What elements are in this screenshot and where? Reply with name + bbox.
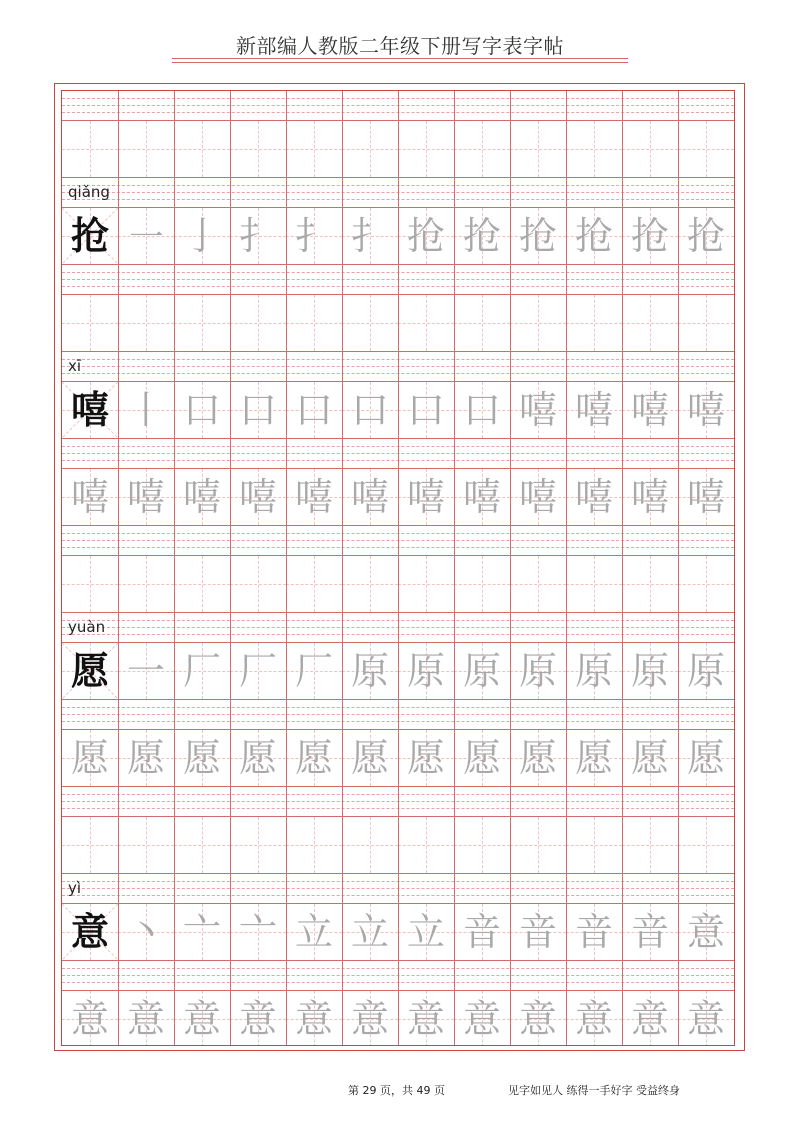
practice-cell[interactable]	[342, 469, 398, 525]
practice-cell[interactable]	[230, 556, 286, 612]
practice-cell[interactable]	[678, 295, 734, 351]
trace-character: 扌	[294, 214, 333, 258]
practice-cell[interactable]	[398, 556, 454, 612]
model-character: 愿	[70, 648, 109, 693]
practice-cell[interactable]	[342, 817, 398, 873]
practice-cell[interactable]	[622, 208, 678, 264]
practice-cell[interactable]	[174, 730, 230, 786]
cell-guide-horizontal	[566, 845, 622, 846]
practice-grid	[61, 90, 735, 1046]
trace-character: 嘻	[518, 475, 557, 519]
practice-cell[interactable]	[342, 643, 398, 699]
practice-cell[interactable]	[230, 991, 286, 1046]
column-divider	[566, 91, 567, 1046]
practice-cell[interactable]	[230, 904, 286, 960]
practice-cell[interactable]	[286, 208, 342, 264]
trace-character: 嘻	[406, 475, 445, 519]
cell-guide-horizontal	[286, 584, 342, 585]
trace-character: 意	[350, 997, 389, 1041]
trace-character: 原	[686, 649, 725, 693]
cell-guide-horizontal	[286, 149, 342, 150]
practice-cell[interactable]	[342, 295, 398, 351]
cell-guide-horizontal	[622, 845, 678, 846]
cell-guide-horizontal	[174, 149, 230, 150]
cell-guide-horizontal	[286, 845, 342, 846]
practice-cell[interactable]	[622, 469, 678, 525]
pinyin-label: qiǎng	[68, 183, 110, 201]
practice-cell[interactable]	[454, 121, 510, 177]
practice-cell[interactable]	[510, 904, 566, 960]
practice-cell[interactable]	[622, 817, 678, 873]
trace-character: 音	[518, 910, 557, 954]
cell-guide-horizontal	[678, 584, 734, 585]
cell-guide-horizontal	[566, 584, 622, 585]
trace-character: 原	[350, 649, 389, 693]
practice-cell[interactable]	[118, 556, 174, 612]
practice-cell[interactable]	[622, 295, 678, 351]
cell-guide-horizontal	[62, 845, 118, 846]
cell-guide-horizontal	[678, 149, 734, 150]
column-divider	[398, 91, 399, 1046]
practice-cell[interactable]	[398, 295, 454, 351]
practice-cell[interactable]	[566, 121, 622, 177]
practice-cell[interactable]	[118, 991, 174, 1046]
practice-cell[interactable]	[286, 817, 342, 873]
trace-character: 原	[406, 649, 445, 693]
practice-cell[interactable]	[342, 382, 398, 438]
practice-cell[interactable]	[678, 817, 734, 873]
model-character: 嘻	[70, 387, 109, 432]
page-title: 新部编人教版二年级下册写字表字帖	[236, 34, 564, 58]
practice-cell[interactable]	[230, 382, 286, 438]
trace-character: 嘻	[182, 475, 221, 519]
practice-cell[interactable]	[62, 208, 118, 264]
practice-cell[interactable]	[566, 817, 622, 873]
practice-cell[interactable]	[62, 730, 118, 786]
cell-guide-horizontal	[678, 323, 734, 324]
trace-character: 口	[238, 388, 277, 432]
title-underline	[172, 58, 628, 59]
cell-guide-horizontal	[174, 845, 230, 846]
cell-guide-horizontal	[62, 584, 118, 585]
column-divider	[230, 91, 231, 1046]
practice-cell[interactable]	[566, 469, 622, 525]
practice-cell[interactable]	[398, 991, 454, 1046]
model-character: 抢	[70, 213, 109, 258]
trace-character: 嘻	[686, 475, 725, 519]
practice-cell[interactable]	[398, 382, 454, 438]
practice-cell[interactable]	[174, 556, 230, 612]
practice-cell[interactable]	[118, 904, 174, 960]
trace-character: 原	[630, 649, 669, 693]
practice-cell[interactable]	[286, 121, 342, 177]
practice-cell[interactable]	[678, 904, 734, 960]
practice-cell[interactable]	[174, 817, 230, 873]
practice-cell[interactable]	[118, 382, 174, 438]
practice-cell[interactable]	[566, 382, 622, 438]
cell-guide-horizontal	[510, 149, 566, 150]
trace-character: 愿	[126, 736, 165, 780]
practice-cell[interactable]	[398, 469, 454, 525]
trace-character: 嘻	[574, 475, 613, 519]
practice-cell[interactable]	[454, 817, 510, 873]
practice-cell[interactable]	[454, 643, 510, 699]
practice-cell[interactable]	[398, 208, 454, 264]
trace-character: 原	[518, 649, 557, 693]
cell-guide-horizontal	[342, 584, 398, 585]
trace-character: 愿	[350, 736, 389, 780]
practice-cell[interactable]	[678, 121, 734, 177]
trace-character: 抢	[406, 214, 445, 258]
practice-cell[interactable]	[510, 469, 566, 525]
trace-character: 嘻	[294, 475, 333, 519]
trace-character: 亠	[238, 910, 277, 954]
practice-cell[interactable]	[454, 556, 510, 612]
practice-cell[interactable]	[678, 208, 734, 264]
cell-guide-horizontal	[230, 845, 286, 846]
trace-character: 厂	[294, 649, 333, 693]
trace-character: 抢	[630, 214, 669, 258]
title-underline-2	[172, 62, 628, 63]
trace-character: 意	[518, 997, 557, 1041]
practice-cell[interactable]	[174, 121, 230, 177]
practice-cell[interactable]	[678, 991, 734, 1046]
practice-cell[interactable]	[174, 295, 230, 351]
column-divider	[174, 91, 175, 1046]
pinyin-label: yuàn	[68, 618, 106, 636]
cell-guide-horizontal	[398, 323, 454, 324]
practice-cell[interactable]	[622, 556, 678, 612]
practice-cell[interactable]	[230, 121, 286, 177]
practice-cell[interactable]	[678, 730, 734, 786]
trace-character: 意	[294, 997, 333, 1041]
practice-cell[interactable]	[342, 556, 398, 612]
trace-character: 丨	[126, 388, 165, 432]
practice-cell[interactable]	[454, 904, 510, 960]
trace-character: 口	[182, 388, 221, 432]
trace-character: 意	[462, 997, 501, 1041]
cell-guide-horizontal	[342, 323, 398, 324]
practice-cell[interactable]	[286, 991, 342, 1046]
pinyin-label: xī	[68, 357, 82, 375]
practice-cell[interactable]	[622, 730, 678, 786]
practice-cell[interactable]	[510, 382, 566, 438]
trace-character: 亅	[182, 214, 221, 258]
cell-guide-horizontal	[342, 845, 398, 846]
column-divider	[622, 91, 623, 1046]
trace-character: 丶	[126, 910, 165, 954]
practice-cell[interactable]	[62, 904, 118, 960]
cell-guide-horizontal	[622, 323, 678, 324]
practice-cell[interactable]	[566, 556, 622, 612]
cell-guide-horizontal	[454, 584, 510, 585]
cell-guide-horizontal	[62, 323, 118, 324]
trace-character: 口	[406, 388, 445, 432]
practice-cell[interactable]	[510, 556, 566, 612]
trace-character: 立	[294, 910, 333, 954]
trace-character: 嘻	[630, 388, 669, 432]
practice-cell[interactable]	[622, 904, 678, 960]
trace-character: 嘻	[350, 475, 389, 519]
trace-character: 愿	[182, 736, 221, 780]
trace-character: 意	[406, 997, 445, 1041]
trace-character: 意	[686, 910, 725, 954]
trace-character: 意	[630, 997, 669, 1041]
cell-guide-horizontal	[118, 149, 174, 150]
practice-cell[interactable]	[398, 643, 454, 699]
trace-character: 原	[462, 649, 501, 693]
practice-cell[interactable]	[174, 469, 230, 525]
practice-cell[interactable]	[286, 295, 342, 351]
cell-guide-horizontal	[510, 323, 566, 324]
practice-cell[interactable]	[62, 991, 118, 1046]
trace-character: 厂	[182, 649, 221, 693]
trace-character: 嘻	[462, 475, 501, 519]
practice-cell[interactable]	[286, 556, 342, 612]
practice-cell[interactable]	[566, 295, 622, 351]
practice-cell[interactable]	[622, 121, 678, 177]
practice-cell[interactable]	[230, 643, 286, 699]
practice-cell[interactable]	[174, 643, 230, 699]
practice-cell[interactable]	[174, 382, 230, 438]
practice-cell[interactable]	[510, 208, 566, 264]
practice-cell[interactable]	[566, 643, 622, 699]
practice-cell[interactable]	[118, 121, 174, 177]
practice-cell[interactable]	[342, 991, 398, 1046]
practice-cell[interactable]	[342, 730, 398, 786]
practice-cell[interactable]	[118, 469, 174, 525]
trace-character: 抢	[574, 214, 613, 258]
trace-character: 意	[238, 997, 277, 1041]
practice-cell[interactable]	[454, 295, 510, 351]
trace-character: 嘻	[518, 388, 557, 432]
column-divider	[510, 91, 511, 1046]
cell-guide-horizontal	[342, 149, 398, 150]
practice-cell[interactable]	[118, 817, 174, 873]
cell-guide-horizontal	[454, 323, 510, 324]
trace-character: 愿	[574, 736, 613, 780]
cell-guide-horizontal	[510, 584, 566, 585]
practice-cell[interactable]	[62, 469, 118, 525]
practice-cell[interactable]	[230, 817, 286, 873]
cell-guide-horizontal	[510, 845, 566, 846]
trace-character: 意	[686, 997, 725, 1041]
cell-guide-horizontal	[398, 149, 454, 150]
trace-character: 音	[630, 910, 669, 954]
cell-guide-horizontal	[398, 584, 454, 585]
practice-cell[interactable]	[510, 817, 566, 873]
practice-cell[interactable]	[510, 295, 566, 351]
trace-character: ㇐	[126, 214, 165, 258]
practice-cell[interactable]	[566, 904, 622, 960]
practice-cell[interactable]	[286, 382, 342, 438]
trace-character: 口	[294, 388, 333, 432]
practice-cell[interactable]	[454, 730, 510, 786]
practice-cell[interactable]	[342, 121, 398, 177]
practice-cell[interactable]	[174, 991, 230, 1046]
practice-cell[interactable]	[286, 904, 342, 960]
trace-character: 愿	[462, 736, 501, 780]
cell-guide-horizontal	[174, 584, 230, 585]
practice-cell[interactable]	[566, 730, 622, 786]
practice-cell[interactable]	[622, 643, 678, 699]
column-divider	[454, 91, 455, 1046]
trace-character: 扌	[238, 214, 277, 258]
practice-cell[interactable]	[510, 730, 566, 786]
page-number: 第 29 页，共 49 页	[348, 1084, 445, 1097]
trace-character: 愿	[294, 736, 333, 780]
practice-cell[interactable]	[454, 382, 510, 438]
column-divider	[286, 91, 287, 1046]
cell-guide-horizontal	[118, 584, 174, 585]
cell-guide-horizontal	[118, 845, 174, 846]
cell-guide-horizontal	[566, 323, 622, 324]
model-character: 意	[70, 909, 109, 954]
practice-cell[interactable]	[118, 208, 174, 264]
cell-guide-horizontal	[454, 149, 510, 150]
trace-character: 立	[350, 910, 389, 954]
practice-cell[interactable]	[286, 730, 342, 786]
cell-guide-horizontal	[622, 149, 678, 150]
trace-character: 意	[126, 997, 165, 1041]
cell-guide-horizontal	[62, 149, 118, 150]
practice-cell[interactable]	[398, 817, 454, 873]
trace-character: 愿	[406, 736, 445, 780]
cell-guide-horizontal	[398, 845, 454, 846]
column-divider	[118, 91, 119, 1046]
trace-character: 嘻	[70, 475, 109, 519]
practice-cell[interactable]	[174, 208, 230, 264]
trace-character: 意	[70, 997, 109, 1041]
practice-cell[interactable]	[398, 730, 454, 786]
practice-cell[interactable]	[678, 469, 734, 525]
cell-guide-horizontal	[230, 584, 286, 585]
practice-cell[interactable]	[678, 643, 734, 699]
cell-guide-horizontal	[566, 149, 622, 150]
cell-guide-horizontal	[622, 584, 678, 585]
trace-character: 音	[574, 910, 613, 954]
trace-character: 愿	[238, 736, 277, 780]
cell-guide-horizontal	[230, 323, 286, 324]
practice-cell[interactable]	[510, 643, 566, 699]
practice-cell[interactable]	[398, 121, 454, 177]
trace-character: 抢	[462, 214, 501, 258]
practice-cell[interactable]	[62, 121, 118, 177]
practice-cell[interactable]	[62, 295, 118, 351]
practice-cell[interactable]	[398, 904, 454, 960]
practice-cell[interactable]	[342, 904, 398, 960]
trace-character: 嘻	[238, 475, 277, 519]
practice-cell[interactable]	[454, 469, 510, 525]
practice-cell[interactable]	[174, 904, 230, 960]
practice-cell[interactable]	[678, 382, 734, 438]
practice-cell[interactable]	[678, 556, 734, 612]
trace-character: 口	[462, 388, 501, 432]
cell-guide-horizontal	[286, 323, 342, 324]
column-divider	[678, 91, 679, 1046]
column-divider	[342, 91, 343, 1046]
practice-cell[interactable]	[566, 208, 622, 264]
trace-character: 嘻	[126, 475, 165, 519]
practice-cell[interactable]	[510, 121, 566, 177]
trace-character: 愿	[686, 736, 725, 780]
cell-guide-horizontal	[678, 845, 734, 846]
trace-character: 嘻	[630, 475, 669, 519]
practice-cell[interactable]	[230, 730, 286, 786]
trace-character: 扌	[350, 214, 389, 258]
practice-cell[interactable]	[286, 469, 342, 525]
cell-guide-horizontal	[454, 845, 510, 846]
trace-character: 原	[574, 649, 613, 693]
practice-cell[interactable]	[342, 208, 398, 264]
practice-cell[interactable]	[230, 208, 286, 264]
practice-cell[interactable]	[230, 469, 286, 525]
practice-cell[interactable]	[454, 208, 510, 264]
practice-cell[interactable]	[622, 991, 678, 1046]
trace-character: 意	[182, 997, 221, 1041]
trace-character: 一	[126, 649, 165, 693]
cell-guide-horizontal	[118, 323, 174, 324]
cell-guide-horizontal	[230, 149, 286, 150]
cell-guide-horizontal	[174, 323, 230, 324]
practice-cell[interactable]	[566, 991, 622, 1046]
trace-character: 愿	[518, 736, 557, 780]
practice-cell[interactable]	[118, 295, 174, 351]
trace-character: 意	[574, 997, 613, 1041]
practice-cell[interactable]	[62, 382, 118, 438]
practice-cell[interactable]	[510, 991, 566, 1046]
trace-character: 厂	[238, 649, 277, 693]
trace-character: 亠	[182, 910, 221, 954]
practice-cell[interactable]	[286, 643, 342, 699]
practice-cell[interactable]	[622, 382, 678, 438]
trace-character: 抢	[686, 214, 725, 258]
practice-cell[interactable]	[118, 730, 174, 786]
trace-character: 立	[406, 910, 445, 954]
trace-character: 嘻	[574, 388, 613, 432]
practice-cell[interactable]	[118, 643, 174, 699]
footer-motto: 见字如见人 练得一手好字 受益终身	[508, 1084, 680, 1097]
practice-cell[interactable]	[62, 817, 118, 873]
trace-character: 嘻	[686, 388, 725, 432]
trace-character: 音	[462, 910, 501, 954]
practice-cell[interactable]	[62, 643, 118, 699]
practice-cell[interactable]	[454, 991, 510, 1046]
pinyin-label: yì	[68, 879, 82, 897]
trace-character: 口	[350, 388, 389, 432]
practice-cell[interactable]	[230, 295, 286, 351]
trace-character: 愿	[70, 736, 109, 780]
practice-cell[interactable]	[62, 556, 118, 612]
trace-character: 愿	[630, 736, 669, 780]
trace-character: 抢	[518, 214, 557, 258]
